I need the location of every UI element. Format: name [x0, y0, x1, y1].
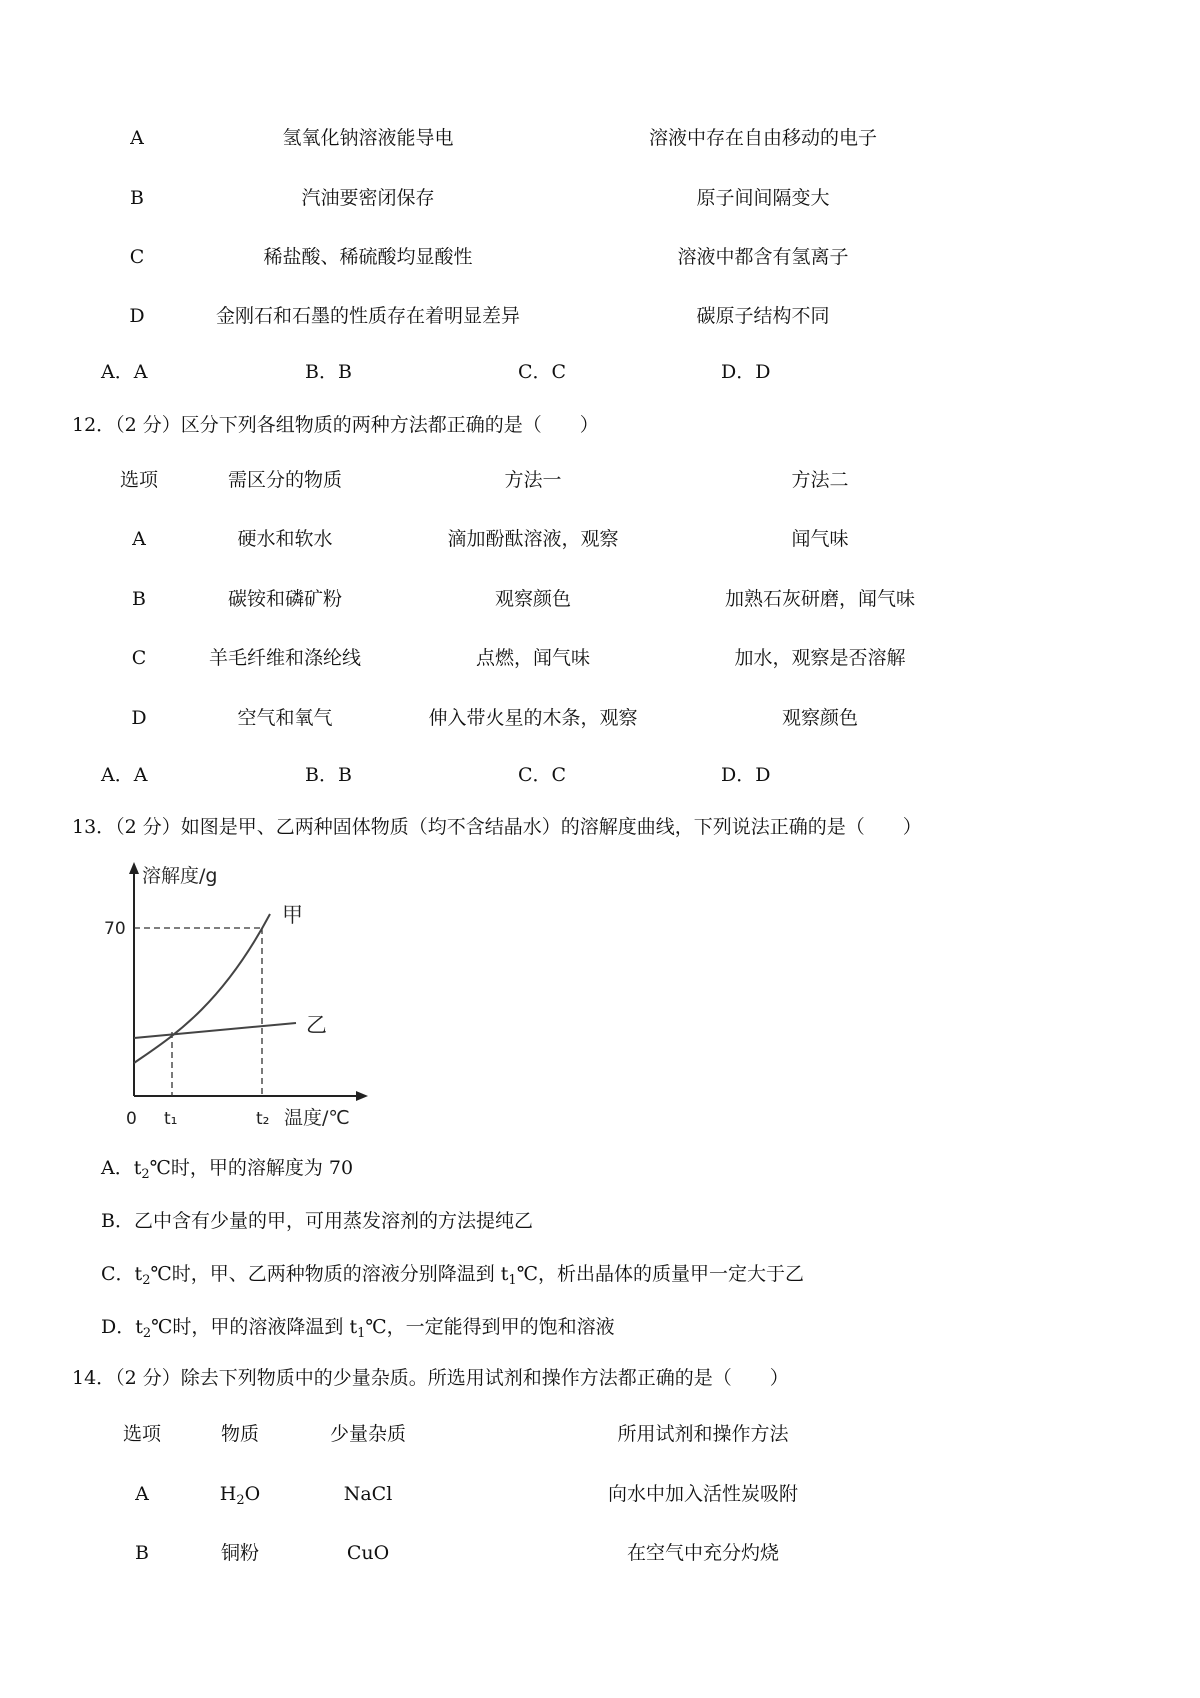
q14-row-b-substance: 铜粉 — [220, 1542, 260, 1564]
q14-header-impurity: 少量杂质 — [329, 1423, 407, 1445]
solubility-chart — [100, 858, 380, 1128]
q14-header-substance: 物质 — [220, 1423, 260, 1445]
q14-row-a-option: A — [135, 1483, 149, 1505]
q11-row-d-option: D — [129, 305, 145, 327]
q11-row-c-explanation: 溶液中都含有氢离子 — [677, 246, 849, 268]
q14-stem: 14．（2 分）除去下列物质中的少量杂质。所选用试剂和操作方法都正确的是（ ） — [72, 1367, 789, 1389]
q14-row-b-impurity: CuO — [346, 1542, 390, 1564]
q12-choice-b[interactable]: B．B — [305, 764, 352, 786]
q14-row-a-substance: $H_2O$ — [219, 1483, 261, 1508]
q14-header-option: 选项 — [122, 1423, 162, 1445]
q11-row-b-explanation: 原子间间隔变大 — [696, 187, 830, 209]
q11-row-a-fact: 氢氧化钠溶液能导电 — [282, 127, 454, 149]
y-axis-arrow — [129, 862, 139, 874]
q11-row-b-option: B — [130, 187, 144, 209]
q14-row-b-method: 在空气中充分灼烧 — [626, 1542, 780, 1564]
q12-choice-a[interactable]: A．A — [101, 764, 148, 786]
y-axis-label: 溶解度/g — [142, 865, 218, 887]
q12-stem: 12．（2 分）区分下列各组物质的两种方法都正确的是（ ） — [72, 414, 599, 436]
q11-row-a-option: A — [130, 127, 144, 149]
q12-choice-d[interactable]: D．D — [721, 764, 771, 786]
q12-row-d-substances: 空气和氧气 — [237, 707, 333, 729]
series-yi-line — [134, 1023, 296, 1038]
q13-option-c[interactable]: C．$t_2℃$时，甲、乙两种物质的溶液分别降温到 $t_1℃$，析出晶体的质量甲一定大于乙 — [101, 1263, 804, 1288]
q12-row-c-method1: 点燃，闻气味 — [475, 647, 591, 669]
q12-row-d-method1: 伸入带火星的木条，观察 — [428, 707, 638, 729]
q12-row-c-substances: 羊毛纤维和涤纶线 — [208, 647, 362, 669]
q14-row-b-option: B — [135, 1542, 149, 1564]
q14-row-a-impurity: NaCl — [343, 1483, 393, 1505]
q12-choice-c[interactable]: C．C — [518, 764, 567, 786]
q12-header-substances: 需区分的物质 — [227, 469, 343, 491]
q11-choice-b[interactable]: B．B — [305, 361, 352, 383]
q11-row-d-explanation: 碳原子结构不同 — [696, 305, 830, 327]
q11-row-b-fact: 汽油要密闭保存 — [301, 187, 435, 209]
q12-header-method1: 方法一 — [504, 469, 562, 491]
q12-row-b-method1: 观察颜色 — [494, 588, 572, 610]
q13-stem: 13．（2 分）如图是甲、乙两种固体物质（均不含结晶水）的溶解度曲线，下列说法正确的是（ ） — [72, 816, 922, 838]
q12-header-method2: 方法二 — [791, 469, 849, 491]
series-jia-curve — [134, 914, 270, 1063]
q12-row-a-substances: 硬水和软水 — [237, 528, 333, 550]
q12-row-b-method2: 加熟石灰研磨，闻气味 — [724, 588, 916, 610]
q14-header-method: 所用试剂和操作方法 — [617, 1423, 789, 1445]
q12-row-a-method2: 闻气味 — [791, 528, 849, 550]
q13-option-a[interactable]: A．$t_2℃$时，甲的溶解度为 70 — [101, 1157, 354, 1182]
q12-header-option: 选项 — [119, 469, 159, 491]
x-axis-label: 温度/℃ — [284, 1107, 350, 1128]
q12-row-a-option: A — [132, 528, 146, 550]
q12-row-a-method1: 滴加酚酞溶液，观察 — [447, 528, 619, 550]
x-axis-arrow — [356, 1091, 368, 1101]
y-tick-70: 70 — [104, 919, 126, 939]
q12-row-d-method2: 观察颜色 — [781, 707, 859, 729]
q14-row-a-method: 向水中加入活性炭吸附 — [607, 1483, 799, 1505]
q12-row-c-option: C — [131, 647, 147, 669]
q11-row-c-option: C — [129, 246, 145, 268]
q12-row-b-option: B — [132, 588, 146, 610]
q12-row-d-option: D — [131, 707, 147, 729]
series-yi-label: 乙 — [306, 1013, 327, 1037]
q11-choice-d[interactable]: D．D — [721, 361, 771, 383]
q13-option-d[interactable]: D．$t_2℃$时，甲的溶液降温到 $t_1℃$，一定能得到甲的饱和溶液 — [101, 1316, 615, 1341]
q12-row-c-method2: 加水，观察是否溶解 — [734, 647, 906, 669]
x-tick-t2: t₂ — [256, 1109, 270, 1128]
q11-choice-c[interactable]: C．C — [518, 361, 567, 383]
q11-row-c-fact: 稀盐酸、稀硫酸均显酸性 — [263, 246, 473, 268]
q11-choice-a[interactable]: A．A — [101, 361, 148, 383]
x-tick-t1: t₁ — [164, 1109, 178, 1128]
q11-row-a-explanation: 溶液中存在自由移动的电子 — [648, 127, 878, 149]
q11-row-d-fact: 金刚石和石墨的性质存在着明显差异 — [215, 305, 521, 327]
origin-label: 0 — [126, 1109, 137, 1128]
q12-row-b-substances: 碳铵和磷矿粉 — [227, 588, 343, 610]
series-jia-label: 甲 — [282, 903, 303, 927]
q13-option-b[interactable]: B．乙中含有少量的甲，可用蒸发溶剂的方法提纯乙 — [101, 1210, 533, 1232]
